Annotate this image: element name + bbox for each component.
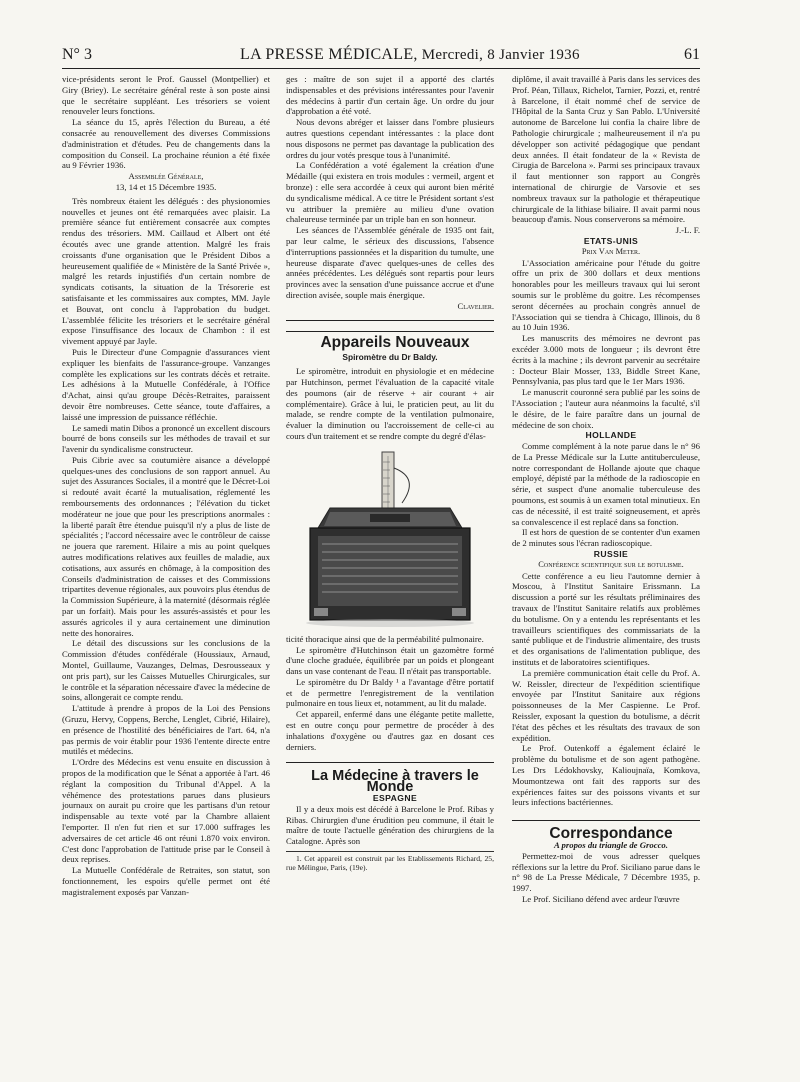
- paragraph: Le spiromètre, introduit en physiologie et en médecine par Hutchinson, permet l'évaluation de la capacité vitale des poumons (air de réserve + air courant + air complémentaire). Grâce à lui, le praticien peut, au lit du malade, se rendre compte de la ventilation pulmonaire, évaluer la diminution ou l'accroissement de celle-ci au cours d'un traitement et se rendre compte du degré d'élas-: [286, 366, 494, 441]
- journal-name: LA PRESSE MÉDICALE,: [240, 46, 418, 63]
- journal-title: [240, 46, 580, 64]
- paragraph: Les séances de l'Assemblée générale de 1935 ont fait, par leur calme, le sérieux des discussions, l'absence d'interruptions passionnées et la disparition du tumulte, une heureuse disparate d'avec quelques-unes de celles des années précédentes. Les délégués sont repartis pour leurs provinces avec la sensation d'une puissance accrue et d'une direction avisée, souple mais énergique.: [286, 225, 494, 300]
- column-3: [512, 74, 700, 905]
- footnote: [286, 851, 494, 873]
- medecine-section: [286, 762, 494, 847]
- paragraph: Cet appareil, enfermé dans une élégante petite mallette, est en outre conçu pour permettre de procéder à des inhalations d'oxygène ou d'autres gaz en dosant ces derniers.: [286, 709, 494, 752]
- paragraph: Il y a deux mois est décédé à Barcelone le Prof. Ribas y Ribas. Chirurgien d'une érudition peu commune, il était le maître de toute l'actuelle génération des chirurgiens de la Catalogne. Après son: [286, 803, 494, 847]
- paragraph: La Mutuelle Confédérale de Retraites, son statut, son fonctionnement, les espoirs qu'elle permet ont été magistralement exposés par Vanzan-: [62, 865, 270, 897]
- section-heading: Assemblée Générale,: [128, 171, 204, 182]
- paragraph: Le samedi matin Dibos a prononcé un excellent discours bourré de bons conseils sur les méthodes de travail et sur l'avenir du syndicalisme constructeur.: [62, 422, 270, 455]
- paragraph: La séance du 15, après l'élection du Bureau, a été consacrée au renouvellement des diverses Commissions d'administration et d'études. Peu de changements dans la composition du Conseil. La prochaine réunion a été fixée au 9 Février 1936.: [62, 117, 270, 171]
- paragraph: ges : maître de son sujet il a apporté des clartés indispensables et des prévisions intéressantes pour l'avenir des médecins à partir d'un certain âge. Un ordre du jour d'approbation a été voté.: [286, 74, 494, 117]
- page-number: 61: [684, 46, 700, 63]
- paragraph: Très nombreux étaient les délégués : des physionomies nouvelles et jeunes ont été remarquées avec plaisir. La première séance fut entièrement consacrée aux comptes rendus des trésoriers. MM. Caillaud et Albert ont été écoutés avec une grande attention. Malgré les frais croissants d'une organisation que le Président Dibos a heureusement qualifiée de « Ministère de la Santé Privée », malgré les retards injustifiés d'un certain nombre de syndicats cotisants, la situation de la Trésorerie est satisfaisante et les commissaires aux comptes, MM. Jayle et Bouvat, ont conclu à l'approbation du budget. L'assemblée félicite les trésoriers et le secrétaire général expose l'insuffisance des locaux de Chambon : il est vivement appuyé par Jayle.: [62, 195, 270, 347]
- article-subtitle: Conférence scientifique sur le botulisme.: [538, 559, 684, 569]
- paragraph: Puis le Directeur d'une Compagnie d'assurances vient expliquer les bienfaits de l'assurance-groupe. Vanzanges complète les explications sur les contrats décès et retraite. Les adhésions à la Mutuelle Confédérale, à l'Office d'Achat, ainsi qu'au groupe Décès-Retraites, paraissent devoir être nombreuses. Cette séance, toute d'affaires, a laissé une impression de puissance réfléchie.: [62, 346, 270, 422]
- signature: J.-L. F.: [675, 225, 700, 236]
- spirometer-illustration: [290, 448, 490, 628]
- article-subtitle: Spiromètre du Dr Baldy.: [342, 352, 438, 363]
- footnote-text: 1. Cet appareil est construit par les Etablissements Richard, 25, rue Mélingue, Paris, (19e).: [286, 854, 494, 873]
- paragraph: L'Association américaine pour l'étude du goitre offre un prix de 300 dollars et deux mentions honorables pour les meilleurs travaux qui lui seront soumis sur le problème du goitre. Les récompenses seront décernées au prochain congrès annuel de l'Association qui se tiendra à Chicago, Illinois, du 8 au 10 Juin 1936.: [512, 257, 700, 333]
- paragraph: Nous devons abréger et laisser dans l'ombre plusieurs autres questions cependant intéressantes : la place dont nous disposons ne permet pas davantage la publication des ordres du jour votés presque tous à l'unanimité.: [286, 117, 494, 160]
- appareils-section: [286, 331, 494, 753]
- paragraph: Le détail des discussions sur les conclusions de la Commission d'études confédérale (Houssiaux, Arnaud, Montel, Guillaume, Vauzanges, Delmas, Desrousseaux y ont pris part), sur les Caisses Mutuelles Chirurgicales, sur le contrôle et la séparation nécessaire d'avec la médecine de soins, allongerait ce compte rendu.: [62, 638, 270, 703]
- section-title: Appareils Nouveaux: [320, 333, 470, 351]
- signature: Clavelier.: [286, 301, 494, 321]
- article-subtitle: Prix Van Meter.: [581, 246, 641, 256]
- issue-date: Mercredi, 8 Janvier 1936: [417, 47, 580, 63]
- column-2: [286, 74, 494, 873]
- section-dates: 13, 14 et 15 Décembre 1935.: [115, 181, 217, 192]
- paragraph: Permettez-moi de vous adresser quelques réflexions sur la lettre du Prof. Siciliano parue dans le n° 98 de La Presse Médicale, 7 Décembre 1935, p. 1997.: [512, 850, 700, 894]
- paragraph: Comme complément à la note parue dans le n° 96 de La Presse Médicale sur la Lutte antituberculeuse, notre correspondant de Hollande ajoute que chaque employé, dépisté par la méthode de la radioscopie en série, et suspect d'une anomalie tuberculeuse des poumons, est soumis à un examen total minutieux. En cas de nécessité, il est traité soigneusement, et après sa convalescence il est replacé dans sa fonction.: [512, 441, 700, 527]
- column-1: [62, 74, 270, 898]
- paragraph: La première communication était celle du Prof. A. W. Reissler, directeur de l'expédition scientifique envoyée par l'Institut Sanitaire aux régions poissonneuses de la Mer Caspienne. Le Prof. Reissler, exposant la question du botulisme, a décrit l'état des pêches et les résultats des travaux de son expédition.: [512, 667, 700, 743]
- paragraph: ticité thoracique ainsi que de la perméabilité pulmonaire.: [286, 633, 484, 644]
- paragraph: Le manuscrit couronné sera publié par les soins de l'Association ; l'auteur aura néanmoins la faculté, s'il le désire, de le faire paraître dans un journal de médecine de son choix.: [512, 387, 700, 430]
- paragraph: Le Prof. Siciliano défend avec ardeur l'œuvre: [522, 893, 680, 904]
- paragraph: La Confédération a voté également la création d'une Médaille (qui existera en trois modules : vermeil, argent et bronze) : elle sera accordée à ceux qui auront bien mérité du syndicalisme médical. A ce titre le Président sortant s'est vu attribuer la première au milieu d'une ovation chaleureuse terminée par un triple ban en son honneur.: [286, 160, 494, 225]
- paragraph: Le spiromètre d'Hutchinson était un gazomètre formé d'une cloche graduée, équilibrée par un poids et plongeant dans un vase contenant de l'eau. Il n'était pas transportable.: [286, 644, 494, 677]
- paragraph: Le Prof. Outenkoff a également éclairé le problème du botulisme et de son agent pathogène. Les Drs Lédokhovsky, Kalioujnaïa, Komkova, Moumontzewa ont fait des rapports sur des expériences faites sur des poissons vivants et sur leurs infections bactériennes.: [512, 743, 700, 808]
- paragraph: Cette conférence a eu lieu l'automne dernier à Moscou, à l'Institut Sanitaire Erissmann. La discussion a porté sur les résultats préliminaires des travaux de l'Institut Sanitaire relatifs aux problèmes du botulisme. On y a entendu les représentants et les travailleurs scientifiques des commissariats de la santé publique et de l'industrie alimentaire, des trusts et des organisations de l'alimentation publique, des instituts et de laboratoires scientifiques.: [512, 570, 700, 668]
- paragraph: vice-présidents seront le Prof. Gaussel (Montpellier) et Giry (Briey). Le secrétaire général reste à son poste ainsi que le secrétaire suppléant. Les trésoriers se voient renouveler leurs fonctions.: [62, 74, 270, 117]
- paragraph: Il est hors de question de se contenter d'un examen de 2 minutes sous l'écran radioscopique.: [512, 527, 700, 549]
- article-subtitle: A propos du triangle de Grocco.: [554, 839, 668, 850]
- issue-number: N° 3: [62, 46, 92, 63]
- paragraph: Puis Cibrie avec sa coutumière aisance a développé quelques-unes des conclusions de son rapport annuel. Au sujet des Assurances Sociales, il a montré que le Décret-Loi si redouté avait écarté la mutualisation, réglementé les remboursements des ordonnances ; l'élévation du ticket modérateur ne joue que pour les prescriptions anormales : la liberté paraît être étendue puisqu'il n'y a plus de liste de spécialités ; l'accord nécessaire avec le contrôleur de caisse ne jouera que rarement. Hilaire a mis au point quelques autres modifications relatives aux feuilles de maladie, aux cotisations, aux assurés en chômage, à la composition des Conseils d'administration de caisses et des Commissions tripartites devenue régionales, aux pouvoirs plus étendus de la Commission Supérieure, à la maternité (désormais réglée par un forfait). Mais pour les assurés-assistés et pour les assurés agricoles il y aura certainement une diminution nette des honoraires.: [62, 454, 270, 638]
- paragraph: diplôme, il avait travaillé à Paris dans les services des Prof. Péan, Tillaux, Richelot, Tarnier, Pozzi, et, rentré à Barcelone, il était nommé chef de service de l'Hôpital de la Santa Cruz y San Pablo. L'Université autonome de Barcelone lui confia la chaire libre de Pathologie chirurgicale ; malheureusement il n'a pu développer son activité pédagogique que pendant deux années. Il était fondateur de la « Revista de Cirugia de Barcelona ». Parmi ses principaux travaux il faut mentionner son rapport au Congrès international de chirurgie de Varsovie et ses nombreux travaux sur la pathologie et thérapeutique chirurgicale de la lithiase biliaire. Il avait parmi nous beaucoup d'amis. Nous conserverons sa mémoire.: [512, 74, 700, 225]
- paragraph: Les manuscrits des mémoires ne devront pas excéder 3.000 mots de longueur ; ils devront être écrits à la machine ; ils devront parvenir au secrétaire : Docteur Blair Mosser, 133, Biddle Street Kane, Pennsylvania, pas plus tard que le 1er Mars 1936.: [512, 333, 700, 387]
- section-title: Correspondance: [549, 825, 673, 843]
- section-title: La Médecine à travers le Monde: [311, 768, 479, 796]
- country-heading: ETATS-UNIS: [583, 235, 639, 246]
- paragraph: L'attitude à prendre à propos de la Loi des Pensions (Gruzu, Hervy, Coppens, Berche, Lenglet, Cibrié, Hilaire), en présence de l'hostilité des bénéficiaires de l'art. 64, n'a pas permis de voir établir pour 1936 l'entente directe entre mutilés et médecins.: [62, 703, 270, 757]
- paragraph: Le spiromètre du Dr Baldy ¹ a l'avantage d'être portatif et de permettre l'enregistrement de la ventilation pulmonaire en tous lieux et, notamment, au lit du malade.: [286, 676, 494, 709]
- country-heading: RUSSIE: [593, 549, 629, 560]
- paragraph: L'Ordre des Médecins est venu ensuite en discussion à propos de la modification que le Sénat a apportée à l'art. 46 réglant la composition du Tribunal d'Appel. A la véhémence des protestations parues dans plusieurs journaux on aurait pu croire que les partisans d'un retour indispensable au texte voté par la Chambre allaient l'emporter. Il n'en fut rien et sur 17.000 suffrages les adversaires de cet article 46 ont réuni 1.870 voix environ. C'est donc l'approbation de l'attitude prise par le Conseil à deux reprises.: [62, 757, 270, 865]
- correspondance-section: [512, 820, 700, 905]
- country-heading: ESPAGNE: [372, 793, 418, 804]
- country-heading: HOLLANDE: [585, 430, 637, 441]
- page-header: [62, 44, 700, 69]
